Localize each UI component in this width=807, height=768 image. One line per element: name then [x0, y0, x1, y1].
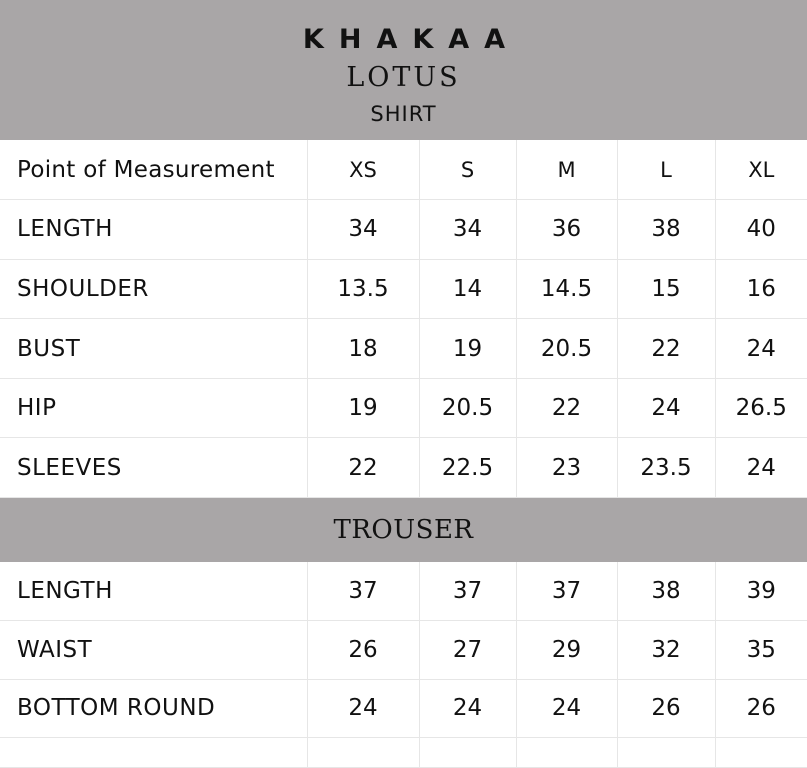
trouser-size-table [0, 562, 807, 768]
header-banner [0, 0, 807, 140]
table-cell: 37 [516, 562, 617, 621]
table-row [0, 562, 807, 621]
table-header-row [0, 140, 807, 200]
measurement-label: LENGTH [0, 200, 307, 260]
table-row [0, 679, 807, 738]
table-cell: 29 [516, 621, 617, 680]
table-cell: 22 [516, 378, 617, 438]
table-cell: 24 [715, 319, 807, 379]
empty-cell [715, 738, 807, 768]
measurement-label: LENGTH [0, 562, 307, 621]
table-row [0, 438, 807, 498]
table-cell: 35 [715, 621, 807, 680]
table-cell: 14.5 [516, 259, 617, 319]
column-header: XL [715, 140, 807, 200]
table-row [0, 621, 807, 680]
table-row [0, 259, 807, 319]
column-header: XS [307, 140, 419, 200]
table-cell: 32 [617, 621, 715, 680]
table-cell: 38 [617, 200, 715, 260]
empty-cell [307, 738, 419, 768]
table-cell: 22.5 [419, 438, 516, 498]
table-cell: 16 [715, 259, 807, 319]
table-cell: 14 [419, 259, 516, 319]
empty-cell [419, 738, 516, 768]
table-cell: 34 [419, 200, 516, 260]
table-cell: 37 [307, 562, 419, 621]
table-cell: 38 [617, 562, 715, 621]
trouser-section-title: TROUSER [0, 498, 807, 562]
table-cell: 39 [715, 562, 807, 621]
table-cell: 23.5 [617, 438, 715, 498]
table-cell: 13.5 [307, 259, 419, 319]
empty-cell [516, 738, 617, 768]
empty-cell [617, 738, 715, 768]
table-cell: 26 [307, 621, 419, 680]
column-header: S [419, 140, 516, 200]
table-cell: 24 [516, 679, 617, 738]
table-row [0, 738, 807, 768]
measurement-label: SHOULDER [0, 259, 307, 319]
table-cell: 20.5 [516, 319, 617, 379]
table-cell: 24 [419, 679, 516, 738]
table-row [0, 319, 807, 379]
measurement-label: SLEEVES [0, 438, 307, 498]
table-cell: 26 [617, 679, 715, 738]
table-cell: 36 [516, 200, 617, 260]
table-cell: 24 [715, 438, 807, 498]
table-cell: 15 [617, 259, 715, 319]
brand-logo: KHAKAA [302, 24, 521, 55]
empty-cell [0, 738, 307, 768]
table-cell: 40 [715, 200, 807, 260]
table-cell: 24 [307, 679, 419, 738]
measurement-label: BUST [0, 319, 307, 379]
column-header: L [617, 140, 715, 200]
table-cell: 26 [715, 679, 807, 738]
shirt-size-table [0, 140, 807, 498]
table-cell: 23 [516, 438, 617, 498]
table-cell: 22 [307, 438, 419, 498]
table-cell: 19 [307, 378, 419, 438]
measurement-label: BOTTOM ROUND [0, 679, 307, 738]
measurement-label: WAIST [0, 621, 307, 680]
table-cell: 19 [419, 319, 516, 379]
table-cell: 20.5 [419, 378, 516, 438]
table-cell: 34 [307, 200, 419, 260]
column-header: Point of Measurement [0, 140, 307, 200]
table-cell: 18 [307, 319, 419, 379]
product-title: SHIRT [370, 102, 437, 126]
table-row [0, 200, 807, 260]
table-cell: 27 [419, 621, 516, 680]
table-cell: 26.5 [715, 378, 807, 438]
table-cell: 24 [617, 378, 715, 438]
table-cell: 22 [617, 319, 715, 379]
table-cell: 37 [419, 562, 516, 621]
column-header: M [516, 140, 617, 200]
measurement-label: HIP [0, 378, 307, 438]
table-row [0, 378, 807, 438]
collection-title: LOTUS [346, 62, 461, 93]
